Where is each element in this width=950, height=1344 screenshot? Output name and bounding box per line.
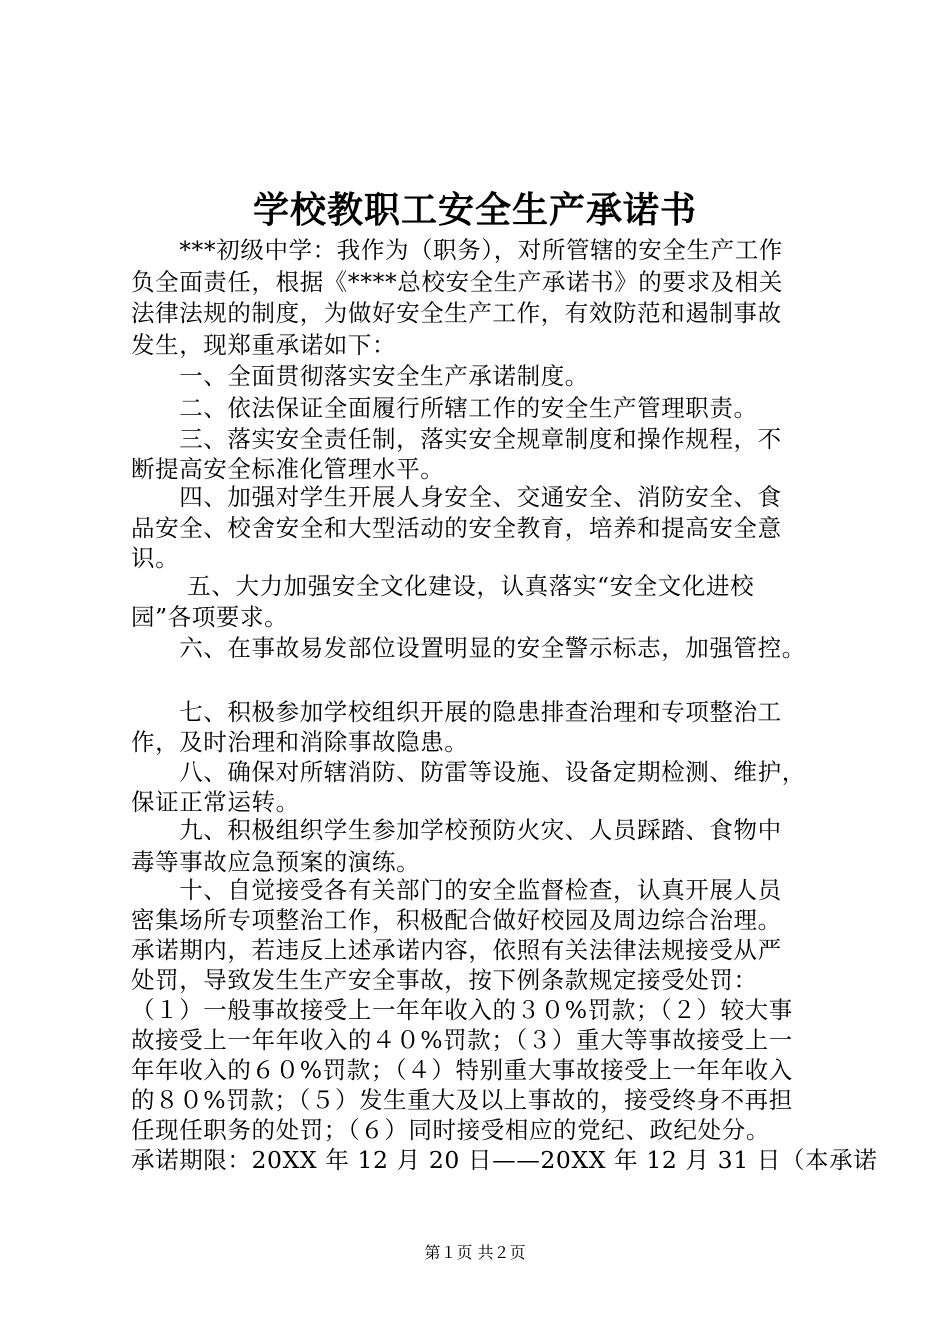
body-line: 任现任职务的处罚；（６）同时接受相应的党纪、政纪处分。 (131, 1116, 770, 1144)
body-line: 识。 (131, 544, 180, 572)
body-line: 法律法规的制度，为做好安全生产工作，有效防范和遏制事故 (131, 299, 782, 327)
body-line: 九、积极组织学生参加学校预防火灾、人员踩踏、食物中 (131, 816, 782, 844)
body-line: 作，及时治理和消除事故隐患。 (131, 728, 469, 756)
body-line: 故接受上一年年收入的４０%罚款；（３）重大等事故接受上一 (131, 1026, 793, 1054)
body-line: 承诺期内，若违反上述承诺内容，依照有关法律法规接受从严 (131, 936, 782, 964)
body-line: 负全面责任，根据《****总校安全生产承诺书》的要求及相关 (131, 268, 783, 296)
page-number: 第１页 共２页 (424, 1243, 526, 1262)
body-line: 四、加强对学生开展人身安全、交通安全、消防安全、食 (131, 483, 782, 511)
body-line: 二、依法保证全面履行所辖工作的安全生产管理职责。 (131, 394, 758, 422)
body-line: 承诺期限：20XX 年 12 月 20 日——20XX 年 12 月 31 日（本承诺 (131, 1146, 878, 1174)
body-line: 园”各项要求。 (131, 603, 289, 631)
document-title: 学校教职工安全生产承诺书 (252, 189, 697, 231)
body-line: 十、自觉接受各有关部门的安全监督检查，认真开展人员 (131, 876, 782, 904)
body-line: 处罚，导致发生生产安全事故，按下例条款规定接受处罚： (131, 966, 758, 994)
body-line: 三、落实安全责任制，落实安全规章制度和操作规程，不 (131, 425, 782, 453)
body-line: 品安全、校舍安全和大型活动的安全教育，培养和提高安全意 (131, 514, 782, 542)
body-line: 断提高安全标准化管理水平。 (131, 455, 445, 483)
body-line: 毒等事故应急预案的演练。 (131, 848, 421, 876)
body-line: 年年收入的６０%罚款；（４）特别重大事故接受上一年年收入 (131, 1056, 793, 1084)
body-line: 六、在事故易发部位设置明显的安全警示标志，加强管控。 (131, 634, 806, 662)
body-line: 的８０%罚款；（５）发生重大及以上事故的，接受终身不再担 (131, 1086, 793, 1114)
body-line: 一、全面贯彻落实安全生产承诺制度。 (131, 362, 589, 390)
body-line: 五、大力加强安全文化建设，认真落实“安全文化进校 (131, 572, 755, 600)
body-line: （１）一般事故接受上一年年收入的３０%罚款；（２）较大事 (131, 996, 793, 1024)
body-line: 七、积极参加学校组织开展的隐患排查治理和专项整治工 (131, 698, 782, 726)
body-line: 发生，现郑重承诺如下： (131, 331, 397, 359)
body-line: 保证正常运转。 (131, 788, 300, 816)
body-line: ***初级中学：我作为（职务），对所管辖的安全生产工作 (131, 236, 783, 264)
body-line: 八、确保对所辖消防、防雷等设施、设备定期检测、维护， (131, 758, 806, 786)
body-line: 密集场所专项整治工作，积极配合做好校园及周边综合治理。 (131, 906, 782, 934)
